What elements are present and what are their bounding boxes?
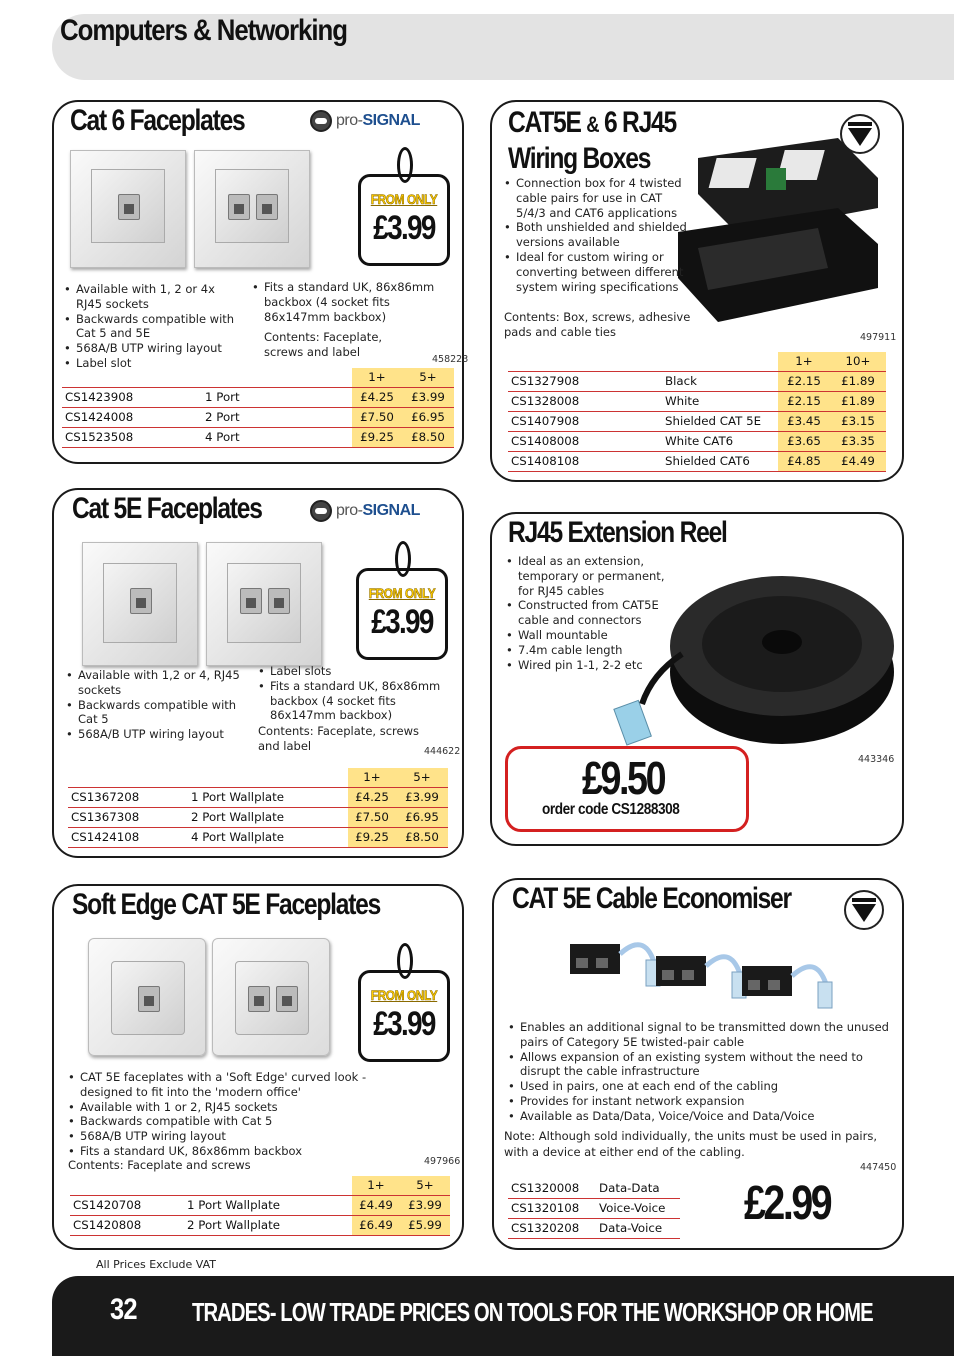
table-row: CS1424108 4 Port Wallplate £9.25 £8.50 [68,827,448,847]
vat-note: All Prices Exclude VAT [96,1258,216,1271]
table-row: CS1327908 Black £2.15 £1.89 [508,371,886,391]
econ-code-table [508,1178,680,1239]
cat6-features-right: • Fits a standard UK, 86x86mm backbox (4 socket fits 86x147mm backbox) [252,280,442,324]
wiring-boxes-title: CAT5E & 6 RJ45 Wiring Boxes [508,106,676,175]
table-row: CS1320208 Data-Voice [508,1218,680,1238]
wiring-boxes-price-table: 1+ 10+ CS1327908 Black £2.15 £1.89 CS1328008 White £2.15 £1.89 CS1407908 Shielded CAT 5E £3.45 £3.15 CS1408008 White CAT6 £3.65 £3.35 CS1408108 Shielded CAT6 £4.85 £4.49 [508,352,886,472]
econ-features: • Enables an additional signal to be transmitted down the unused pairs of Category 5E twisted-pair cable • Allows expansion of an existing system without the need to disrupt the cable infrastructure • Used in pairs, one at each end of the cabling • Provides for instant network expansion • Available as Data/Data, Voice/Voice and Data/Voice [508,1020,892,1124]
econ-price: £2.99 [744,1177,831,1230]
table-row: CS1420808 2 Port Wallplate £6.49 £5.99 [70,1215,450,1235]
cat6-product-code: 458223 [432,354,469,365]
cat6-title: Cat 6 Faceplates [70,104,245,137]
economiser-photo [554,912,854,1012]
cat6-price-table: 1+ 5+ CS1423908 1 Port £4.25 £3.99 CS1424008 2 Port £7.50 £6.95 CS1523508 4 Port £9.25 £8.50 [62,368,454,448]
econ-product-code: 447450 [860,1162,897,1173]
table-row: CS1423908 1 Port £4.25 £3.99 [62,387,454,407]
soft-contents: Contents: Faceplate and screws [68,1158,251,1172]
cat5e-price-table: 1+ 5+ CS1367208 1 Port Wallplate £4.25 £3.99 CS1367308 2 Port Wallplate £7.50 £6.95 CS1424108 4 Port Wallplate £9.25 £8.50 [68,768,448,848]
tag-hole-icon [397,147,413,183]
table-row: CS1424008 2 Port £7.50 £6.95 [62,407,454,427]
cat5e-price-tag: FROM ONLY £3.99 [356,568,448,660]
reel-title: RJ45 Extension Reel [508,516,727,549]
panel-cat5e-faceplates [52,488,464,858]
cat6-price-tag: FROM ONLY £3.99 [358,174,450,266]
reel-product-code: 443346 [858,754,895,765]
panel-cat6-faceplates [52,100,469,464]
pro-signal-logo-icon [310,500,332,522]
soft-product-code: 497966 [424,1156,461,1167]
pro-signal-logo-icon [310,110,332,132]
table-row: CS1328008 White £2.15 £1.89 [508,391,886,411]
soft-price-tag: FROM ONLY £3.99 [358,970,450,1062]
page-number: 32 [110,1293,137,1326]
wiring-boxes-product-code: 497911 [860,332,897,343]
reel-price: £9.50 [582,752,665,804]
cat6-features-left: • Available with 1, 2 or 4x RJ45 sockets • Backwards compatible with Cat 5 and 5E • 568A/B UTP wiring layout • Label slot [64,282,244,371]
table-row: CS1408008 White CAT6 £3.65 £3.35 [508,431,886,451]
panel-cable-economiser [492,878,904,1250]
cat5e-title: Cat 5E Faceplates [72,492,262,525]
wiring-box-photo [678,138,884,328]
tag-hole-icon [395,541,411,577]
cat5e-features-left: • Available with 1,2 or 4, RJ45 sockets • Backwards compatible with Cat 5 • 568A/B UTP wiring layout [66,668,246,742]
page-title: Computers & Networking [60,14,347,47]
cat6-contents: Contents: Faceplate, screws and label [264,330,383,359]
cat5e-product-code: 444622 [424,746,461,757]
reel-features: • Ideal as an extension, temporary or permanent, for RJ45 cables • Constructed from CAT5E cable and connectors • Wall mountable • 7.4m cable length • Wired pin 1-1, 2-2 etc [506,554,676,672]
econ-title: CAT 5E Cable Economiser [512,882,791,915]
soft-features: • CAT 5E faceplates with a 'Soft Edge' curved look - designed to fit into the 'modern office' • Available with 1 or 2, RJ45 sockets • Backwards compatible with Cat 5 • 568A/B UTP wiring layout • Fits a standard UK, 86x86mm backbox [68,1070,408,1159]
tag-hole-icon [397,943,413,979]
panel-wiring-boxes [490,100,904,482]
footer-slogan: TRADES- LOW TRADE PRICES ON TOOLS FOR THE WORKSHOP OR HOME [192,1297,873,1327]
pro-signal-logo: pro-SIGNAL [310,500,420,522]
cat5e-features-right: • Label slots • Fits a standard UK, 86x86mm backbox (4 socket fits 86x147mm backbox) [258,664,448,723]
table-row: CS1320008 Data-Data [508,1178,680,1198]
reel-order-code: order code CS1288308 [542,801,680,818]
wiring-boxes-contents: Contents: Box, screws, adhesive pads and cable ties [504,310,691,339]
econ-note: Note: Although sold individually, the units must be used in pairs, with a device at either end of the cabling. [504,1129,877,1159]
soft-price-table: 1+ 5+ CS1420708 1 Port Wallplate £4.49 £3.99 CS1420808 2 Port Wallplate £6.49 £5.99 [70,1176,450,1236]
cat5e-contents: Contents: Faceplate, screws and label [258,724,419,753]
soft-title: Soft Edge CAT 5E Faceplates [72,888,381,921]
table-row: CS1408108 Shielded CAT6 £4.85 £4.49 [508,451,886,471]
table-row: CS1367308 2 Port Wallplate £7.50 £6.95 [68,807,448,827]
table-row: CS1523508 4 Port £9.25 £8.50 [62,427,454,447]
reel-price-box [505,746,749,832]
table-row: CS1367208 1 Port Wallplate £4.25 £3.99 [68,787,448,807]
table-row: CS1320108 Voice-Voice [508,1198,680,1218]
panel-soft-edge-faceplates [52,884,464,1250]
wiring-boxes-features: • Connection box for 4 twisted cable pairs for use in CAT 5/4/3 and CAT6 applications • Both unshielded and shielded versions available • Ideal for custom wiring or converting between different system wiring specifications [504,176,694,294]
table-row: CS1420708 1 Port Wallplate £4.49 £3.99 [70,1195,450,1215]
table-row: CS1407908 Shielded CAT 5E £3.45 £3.15 [508,411,886,431]
pro-signal-logo: pro-SIGNAL [310,110,420,132]
